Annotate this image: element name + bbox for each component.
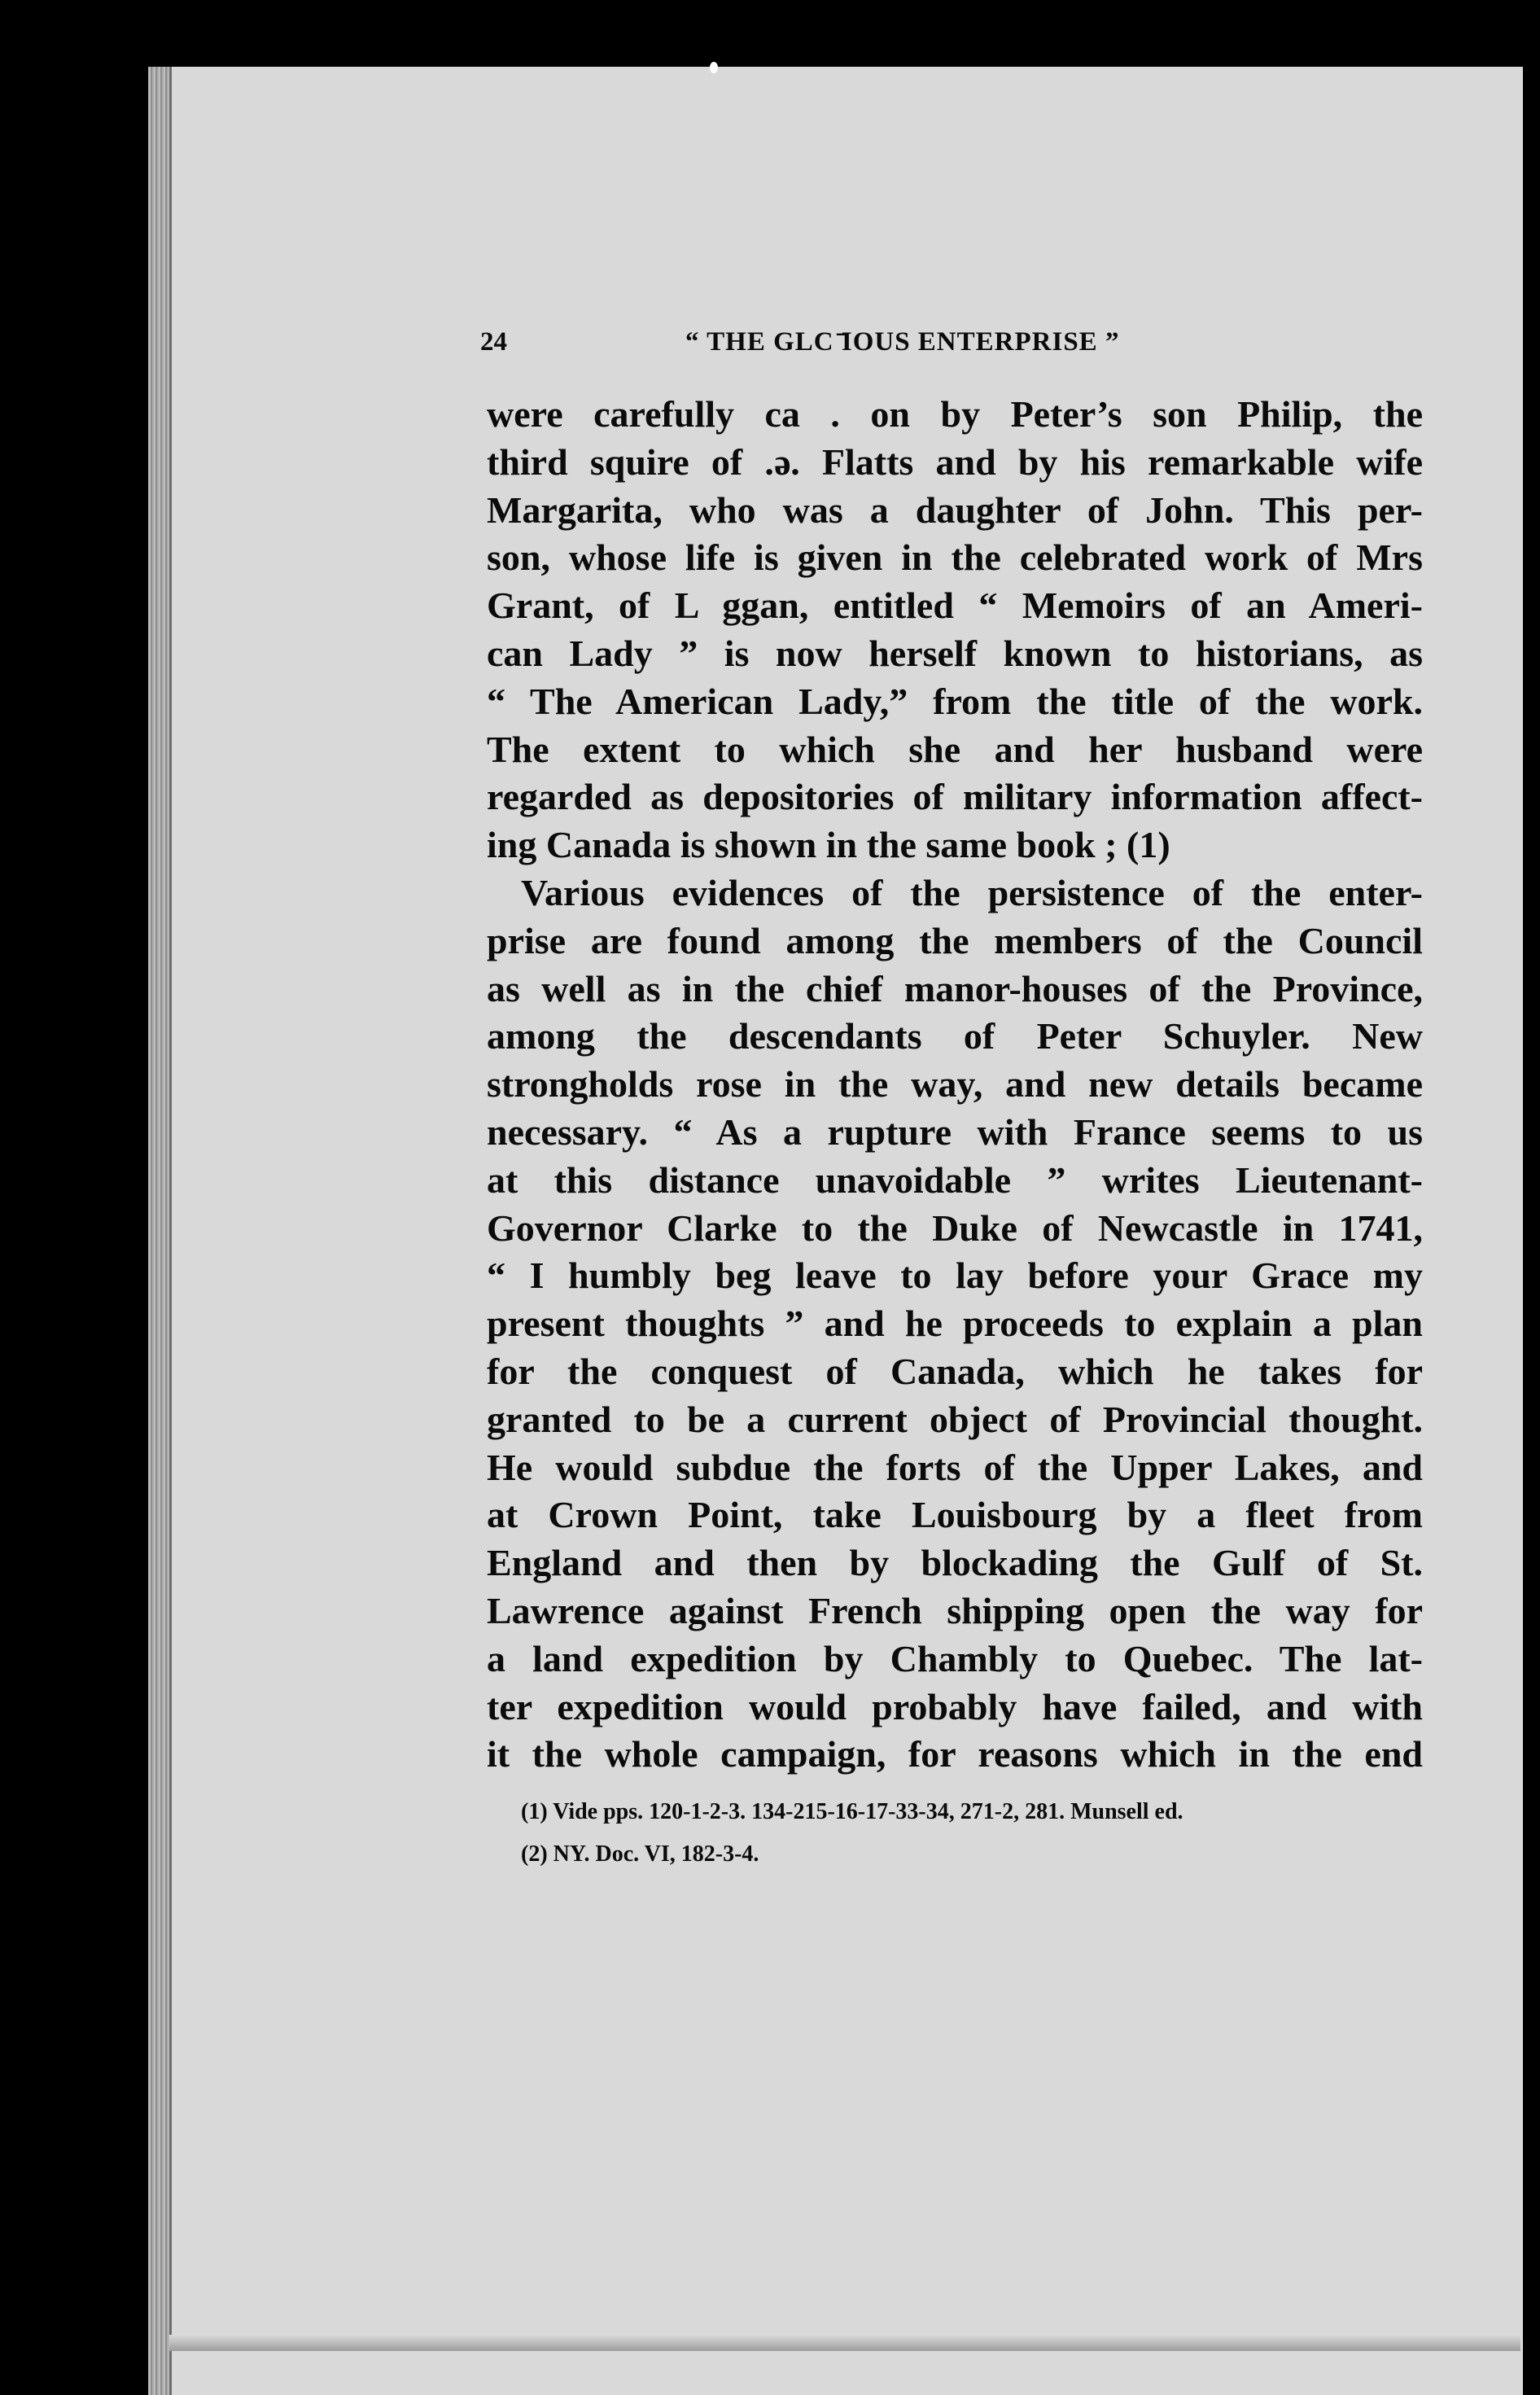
text-line: Governor Clarke to the Duke of Newcastle in 1741, bbox=[487, 1206, 1423, 1249]
text-line: at Crown Point, take Louisbourg by a fleet from bbox=[487, 1494, 1423, 1536]
text-line: a land expedition by Chambly to Quebec. The lat- bbox=[487, 1637, 1423, 1679]
text-line: ing Canada is shown in the same book ; (1) bbox=[487, 824, 1170, 866]
text-line: granted to be a current object of Provincial thought. bbox=[487, 1398, 1423, 1440]
footnote-1: (1) Vide pps. 120-1-2-3. 134-215-16-17-33-34, 271-2, 281. Munsell ed. bbox=[521, 1799, 1183, 1824]
footnotes bbox=[521, 1799, 1433, 1884]
text-line: England and then by blockading the Gulf of St. bbox=[487, 1542, 1423, 1584]
text-line: son, whose life is given in the celebrated work of Mrs bbox=[487, 536, 1423, 579]
text-line: prise are found among the members of the Council bbox=[487, 919, 1423, 961]
text-line: as well as in the chief manor-houses of the Province, bbox=[487, 967, 1423, 1009]
text-line: for the conquest of Canada, which he takes for bbox=[487, 1350, 1423, 1392]
text-line: The extent to which she and her husband were bbox=[487, 728, 1423, 770]
text-line: “ The American Lady,” from the title of the work. bbox=[487, 680, 1423, 722]
text-line: were carefully ca . on by Peter’s son Philip, the bbox=[487, 393, 1423, 435]
page-number: 24 bbox=[480, 327, 507, 357]
text-line: regarded as depositories of military information affect- bbox=[487, 776, 1423, 818]
text-line: Lawrence against French shipping open the way for bbox=[487, 1589, 1423, 1631]
text-line: present thoughts ” and he proceeds to explain a plan bbox=[487, 1303, 1423, 1345]
text-line: Various evidences of the persistence of the enter- bbox=[521, 871, 1423, 913]
text-line: can Lady ” is now herself known to historians, as bbox=[487, 632, 1423, 674]
page-bottom-shadow bbox=[169, 2335, 1520, 2351]
text-line: ter expedition would probably have failed, and with bbox=[487, 1685, 1423, 1727]
text-line: at this distance unavoidable ” writes Lieutenant- bbox=[487, 1158, 1423, 1201]
text-line: necessary. “ As a rupture with France seems to us bbox=[487, 1110, 1423, 1153]
dust-speck bbox=[710, 62, 718, 73]
footnote-2: (2) NY. Doc. VI, 182-3-4. bbox=[521, 1841, 759, 1867]
running-title: “ THE GLC ̄IOUS ENTERPRISE ” bbox=[685, 327, 1120, 357]
text-line: it the whole campaign, for reasons which in the end bbox=[487, 1733, 1423, 1775]
text-line: He would subdue the forts of the Upper Lakes, and bbox=[487, 1446, 1423, 1488]
body-text bbox=[487, 391, 1423, 1779]
text-line: “ I humbly beg leave to lay before your Grace my bbox=[487, 1254, 1423, 1297]
text-line: strongholds rose in the way, and new details became bbox=[487, 1063, 1423, 1106]
text-line: third squire of .ǝ. Flatts and by his remarkable wife bbox=[487, 440, 1423, 483]
text-line: Margarita, who was a daughter of John. This per- bbox=[487, 488, 1423, 531]
text-line: Grant, of L ggan, entitled “ Memoirs of an Ameri- bbox=[487, 585, 1423, 627]
running-head bbox=[480, 327, 1434, 370]
text-line: among the descendants of Peter Schuyler. New bbox=[487, 1015, 1423, 1057]
